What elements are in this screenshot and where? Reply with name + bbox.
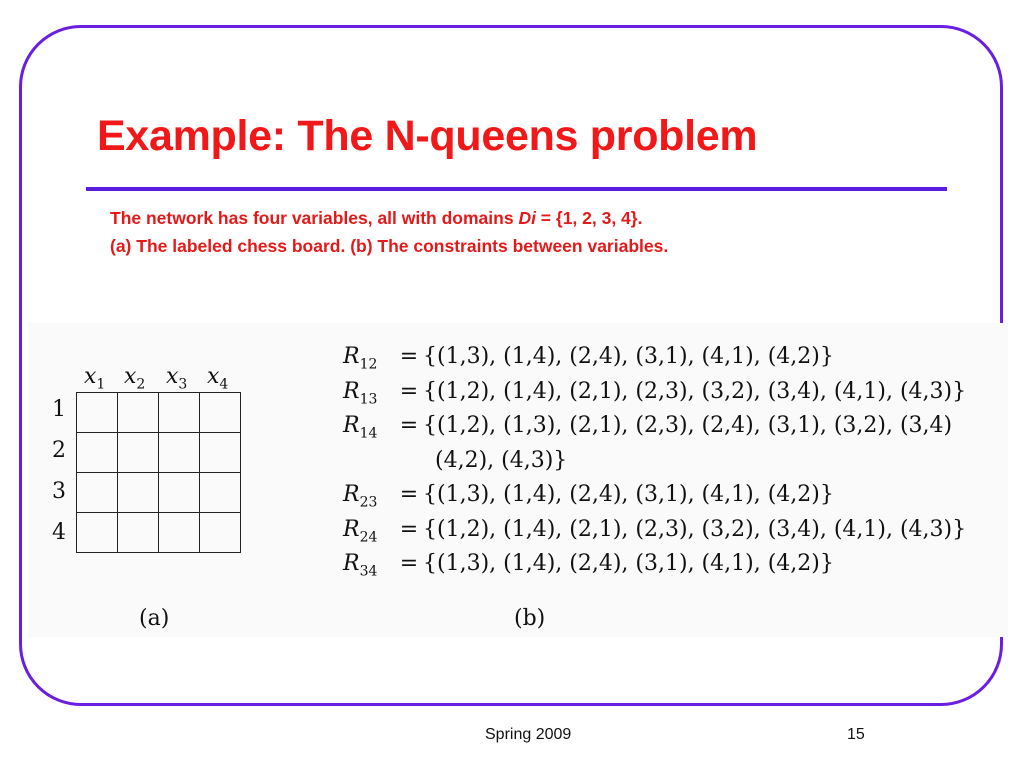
page-number: 15 (847, 726, 865, 743)
board-row (77, 433, 241, 473)
relation-name: $R_{34}$ (343, 551, 378, 580)
board-cell (159, 513, 200, 553)
slide-subtitle (110, 204, 668, 260)
equals-sign: = (399, 378, 419, 404)
column-label: $x_2$ (124, 364, 146, 393)
board-cell (118, 393, 159, 433)
board-row (77, 393, 241, 433)
board-cell (200, 433, 241, 473)
chess-board (76, 392, 241, 553)
board-cell (118, 473, 159, 513)
board-row (77, 513, 241, 553)
board-cell (159, 433, 200, 473)
subtitle-line-2: (a) The labeled chess board. (b) The constraints between variables. (110, 236, 669, 256)
board-cell (77, 433, 118, 473)
subtitle-line-1 (110, 204, 668, 232)
row-label: 4 (52, 520, 66, 545)
row-label: 3 (52, 479, 66, 504)
relation-value: {(1,2), (1,4), (2,1), (2,3), (3,2), (3,4), (4,1), (4,3)} (423, 378, 967, 404)
board-cell (200, 393, 241, 433)
board-row (77, 473, 241, 513)
relation-r23 (343, 478, 966, 513)
relation-r12 (343, 340, 966, 375)
equals-sign: = (399, 413, 419, 438)
column-label: $x_1$ (84, 364, 106, 393)
row-label: 2 (52, 438, 66, 463)
column-label: $x_4$ (207, 364, 229, 393)
relation-r34 (343, 547, 966, 582)
equals-sign: = (399, 344, 419, 369)
relation-value: {(1,3), (1,4), (2,4), (3,1), (4,1), (4,2)} (423, 482, 834, 507)
board-cell (118, 433, 159, 473)
equals-sign: = (399, 516, 419, 542)
equals-sign: = (399, 482, 419, 507)
board-cell (159, 393, 200, 433)
footer-date: Spring 2009 (485, 726, 572, 743)
relation-name: $R_{24}$ (343, 516, 378, 545)
relation-value: {(1,2), (1,4), (2,1), (2,3), (3,2), (3,4), (4,1), (4,3)} (423, 516, 967, 542)
constraint-list (343, 340, 966, 582)
board-cell (77, 513, 118, 553)
board-cell (118, 513, 159, 553)
title-divider (86, 187, 947, 191)
relation-value: {(1,3), (1,4), (2,4), (3,1), (4,1), (4,2)} (423, 344, 834, 369)
board-cell (77, 393, 118, 433)
board-cell (77, 473, 118, 513)
equals-sign: = (399, 551, 419, 576)
caption-a: (a) (139, 606, 170, 631)
subtitle-text: The network has four variables, all with domains (110, 208, 519, 228)
board-cell (200, 473, 241, 513)
relation-r14-continuation: (4,2), (4,3)} (435, 447, 568, 473)
slide-title: Example: The N-queens problem (97, 112, 758, 160)
relation-r13 (343, 375, 966, 410)
board-cell (200, 513, 241, 553)
row-label: 1 (52, 397, 66, 422)
relation-r24 (343, 513, 966, 548)
relation-value: {(1,2), (1,3), (2,1), (2,3), (2,4), (3,1), (3,2), (3,4) (423, 413, 953, 438)
relation-name: $R_{13}$ (343, 378, 378, 407)
board-cell (159, 473, 200, 513)
column-label: $x_3$ (166, 364, 188, 393)
relation-name: $R_{14}$ (343, 413, 378, 442)
relation-value: {(1,3), (1,4), (2,4), (3,1), (4,1), (4,2)} (423, 551, 834, 576)
relation-name: $R_{12}$ (343, 344, 378, 373)
caption-b: (b) (514, 606, 546, 631)
subtitle-domain-var: Di (518, 208, 536, 228)
relation-r14 (343, 409, 966, 444)
relation-name: $R_{23}$ (343, 482, 378, 511)
subtitle-text: = {1, 2, 3, 4}. (535, 208, 643, 228)
